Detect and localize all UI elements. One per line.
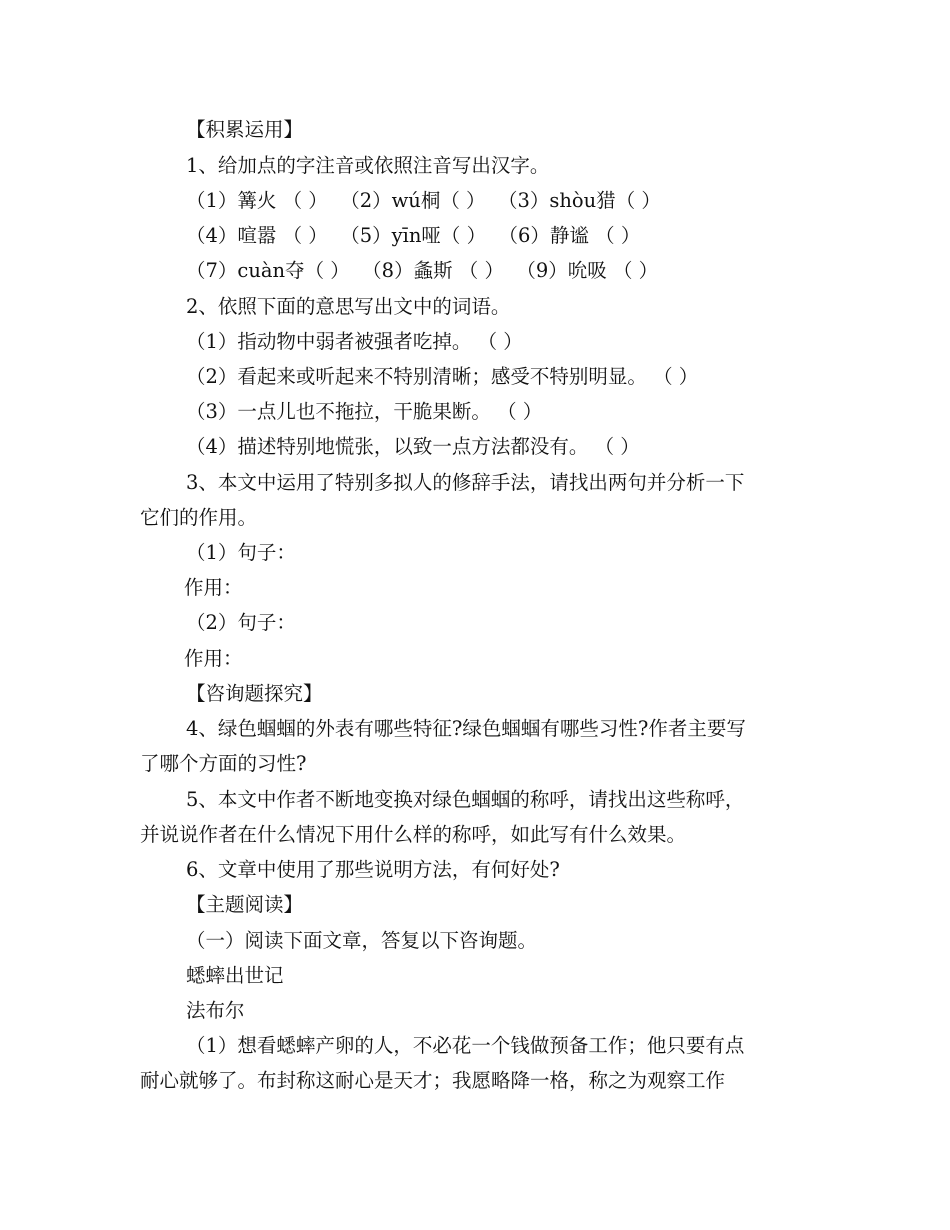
question-5-line-2: 并说说作者在什么情况下用什么样的称呼，如此写有什么效果。 xyxy=(140,823,687,846)
question-3-sentence-2: （2）句子： xyxy=(186,611,296,634)
question-3-effect-2: 作用： xyxy=(184,647,243,670)
question-1-row-1: （1）篝火 （ ） （2）wú桐（ ） （3）shòu猎（ ） xyxy=(186,189,661,212)
question-2-item-4: （4）描述特别地慌张，以致一点方法都没有。 （ ） xyxy=(186,435,640,458)
section-heading-accumulation: 【积累运用】 xyxy=(186,118,304,141)
article-paragraph-1-line-2: 耐心就够了。布封称这耐心是天才；我愿略降一格，称之为观察工作 xyxy=(140,1069,726,1092)
question-6: 6、文章中使用了那些说明方法，有何好处? xyxy=(186,858,560,881)
question-3-effect-1: 作用： xyxy=(184,576,243,599)
question-1: 1、给加点的字注音或依照注音写出汉字。 xyxy=(186,154,550,177)
reading-instruction: （一）阅读下面文章，答复以下咨询题。 xyxy=(186,929,538,952)
question-1-row-3: （7）cuàn夺（ ） （8）螽斯 （ ） （9）吮吸 （ ） xyxy=(186,259,659,282)
question-4-line-2: 了哪个方面的习性? xyxy=(140,752,307,775)
question-4-line-1: 4、绿色蝈蝈的外表有哪些特征?绿色蝈蝈有哪些习性?作者主要写 xyxy=(186,717,746,740)
article-paragraph-1-line-1: （1）想看蟋蟀产卵的人，不必花一个钱做预备工作；他只要有点 xyxy=(186,1034,745,1057)
article-title: 蟋蟀出世记 xyxy=(186,964,284,987)
article-author: 法布尔 xyxy=(186,999,245,1022)
question-3-line-1: 3、本文中运用了特别多拟人的修辞手法，请找出两句并分析一下 xyxy=(186,471,745,494)
section-heading-inquiry: 【咨询题探究】 xyxy=(186,682,323,705)
question-5-line-1: 5、本文中作者不断地变换对绿色蝈蝈的称呼，请找出这些称呼， xyxy=(186,788,745,811)
question-3-line-2: 它们的作用。 xyxy=(140,506,258,529)
question-3-sentence-1: （1）句子： xyxy=(186,541,296,564)
question-2-item-1: （1）指动物中弱者被强者吃掉。 （ ） xyxy=(186,330,523,353)
section-heading-reading: 【主题阅读】 xyxy=(186,893,304,916)
question-2-item-3: （3）一点儿也不拖拉，干脆果断。 （ ） xyxy=(186,400,543,423)
question-1-row-2: （4）喧嚣 （ ） （5）yīn哑（ ） （6）静谧 （ ） xyxy=(186,224,641,247)
question-2-item-2: （2）看起来或听起来不特别清晰；感受不特别明显。 （ ） xyxy=(186,365,699,388)
question-2: 2、依照下面的意思写出文中的词语。 xyxy=(186,295,511,318)
